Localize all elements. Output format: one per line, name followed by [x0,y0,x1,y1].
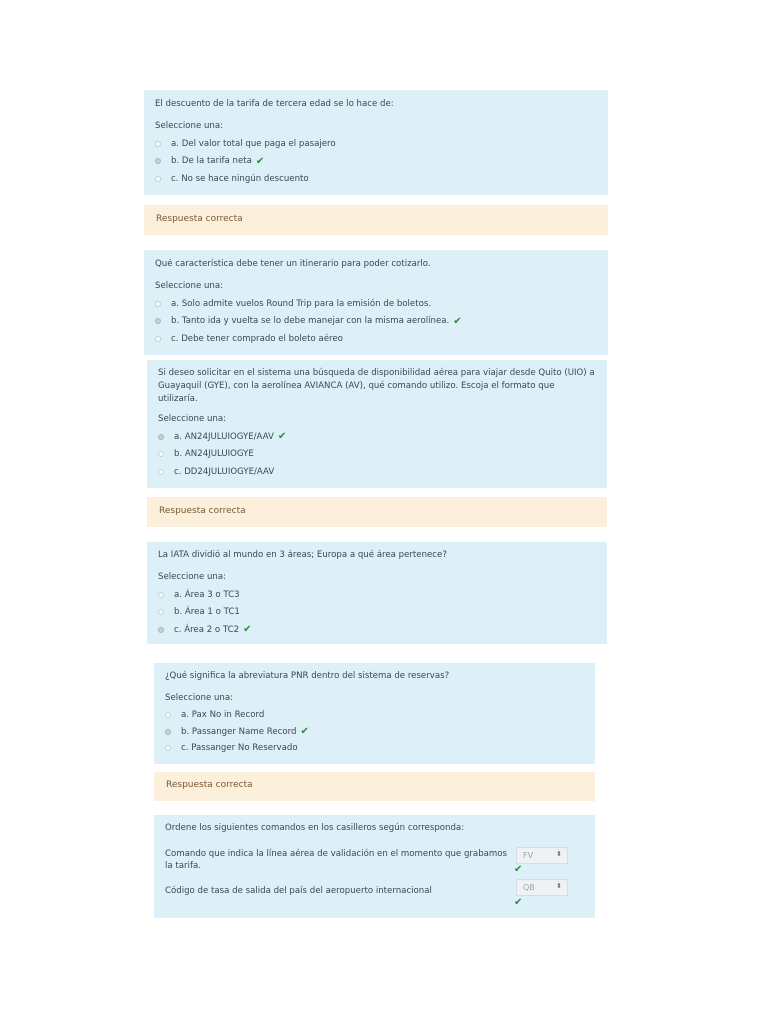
question-2 [144,250,608,355]
q3-option-b[interactable] [158,446,596,464]
option-label: b. Tanto ida y vuelta se lo debe manejar con la misma aerolínea. [171,316,450,327]
updown-arrow-icon: ⬍ [556,882,562,890]
match-select-2[interactable] [516,879,568,896]
question-2-text: Qué característica debe tener un itinerario para poder cotizarlo. [155,259,431,269]
q2-option-c[interactable] [155,330,597,348]
question-4-text: La IATA dividió al mundo en 3 áreas; Europa a qué área pertenece? [158,550,447,560]
question-5 [154,663,595,764]
q2-option-a[interactable] [155,295,597,313]
q5-option-b[interactable] [165,724,584,741]
check-icon: ✔ [514,897,523,908]
q1-option-a[interactable] [155,135,597,153]
radio-button[interactable] [155,336,161,342]
check-icon: ✔ [243,624,252,636]
q5-feedback: Respuesta correcta [154,772,595,801]
question-1 [144,90,608,195]
select-value: FV [523,851,534,860]
question-2-prompt: Seleccione una: [155,281,224,291]
q1-option-c[interactable] [155,170,597,188]
q4-option-a[interactable] [158,586,596,604]
q4-option-c[interactable] [158,621,596,639]
radio-button-selected[interactable] [155,318,161,324]
check-icon: ✔ [514,864,523,875]
option-label: a. AN24JULUIOGYE/AAV [174,431,274,442]
radio-button[interactable] [158,609,164,615]
question-5-text: ¿Qué significa la abreviatura PNR dentro del sistema de reservas? [165,671,450,681]
check-icon: ✔ [277,431,287,443]
match-row-label: Comando que indica la línea aérea de validación en el momento que grabamos la tarifa. [165,849,508,871]
check-icon: ✔ [453,315,462,327]
match-row-1 [165,848,515,872]
q4-option-b[interactable] [158,604,596,622]
question-4 [147,542,607,644]
radio-button[interactable] [155,301,161,307]
radio-button[interactable] [165,712,171,718]
q3-feedback: Respuesta correcta [147,497,607,527]
question-1-text: El descuento de la tarifa de tercera edad se lo hace de: [155,99,394,109]
q5-option-c[interactable] [165,740,584,757]
match-row-label: Código de tasa de salida del país del aeropuerto internacional [165,886,432,896]
option-label: c. DD24JULUIOGYE/AAV [174,466,275,477]
question-6-text: Ordene los siguientes comandos en los casilleros según corresponda: [165,823,465,833]
option-label: a. Del valor total que paga el pasajero [171,138,336,149]
option-label: b. Área 1 o TC1 [174,607,240,618]
question-3-prompt: Seleccione una: [158,414,227,424]
option-label: a. Solo admite vuelos Round Trip para la emisión de boletos. [171,298,432,309]
q3-option-a[interactable] [158,428,596,446]
option-label: b. AN24JULUIOGYE [174,449,254,460]
q3-option-c[interactable] [158,463,596,481]
option-label: c. No se hace ningún descuento [171,173,309,184]
option-label: c. Debe tener comprado el boleto aéreo [171,333,343,344]
select-value: QB [523,883,535,892]
radio-button-selected[interactable] [155,158,161,164]
option-label: a. Pax No in Record [181,710,265,721]
q2-option-b[interactable] [155,313,597,331]
question-5-prompt: Seleccione una: [165,693,234,703]
match-row-2 [165,885,515,897]
radio-button-selected[interactable] [158,627,164,633]
check-icon: ✔ [255,155,265,167]
radio-button-selected[interactable] [165,729,171,735]
question-3 [147,360,607,488]
option-label: b. De la tarifa neta [171,156,252,167]
question-1-prompt: Seleccione una: [155,121,224,131]
option-label: a. Área 3 o TC3 [174,589,240,600]
question-4-prompt: Seleccione una: [158,572,227,582]
check-icon: ✔ [300,726,309,738]
q1-feedback: Respuesta correcta [144,205,608,235]
option-label: c. Área 2 o TC2 [174,624,240,635]
radio-button[interactable] [165,745,171,751]
radio-button[interactable] [155,176,161,182]
radio-button[interactable] [158,451,164,457]
question-3-text: Si deseo solicitar en el sistema una búsqueda de disponibilidad aérea para viajar desde Quito (UIO) a Guayaquil (GYE), con la aerolínea AVIANCA (AV), qué comando utilizo. Escoja el formato que utilizaría. [158,368,595,404]
q5-option-a[interactable] [165,707,584,724]
match-select-1[interactable] [516,847,568,864]
radio-button[interactable] [158,592,164,598]
option-label: c. Passanger No Reservado [181,743,298,754]
q1-option-b[interactable] [155,153,597,171]
radio-button[interactable] [155,141,161,147]
radio-button[interactable] [158,469,164,475]
option-label: b. Passanger Name Record [181,726,297,737]
radio-button-selected[interactable] [158,434,164,440]
updown-arrow-icon: ⬍ [556,850,562,858]
question-6 [154,815,595,918]
